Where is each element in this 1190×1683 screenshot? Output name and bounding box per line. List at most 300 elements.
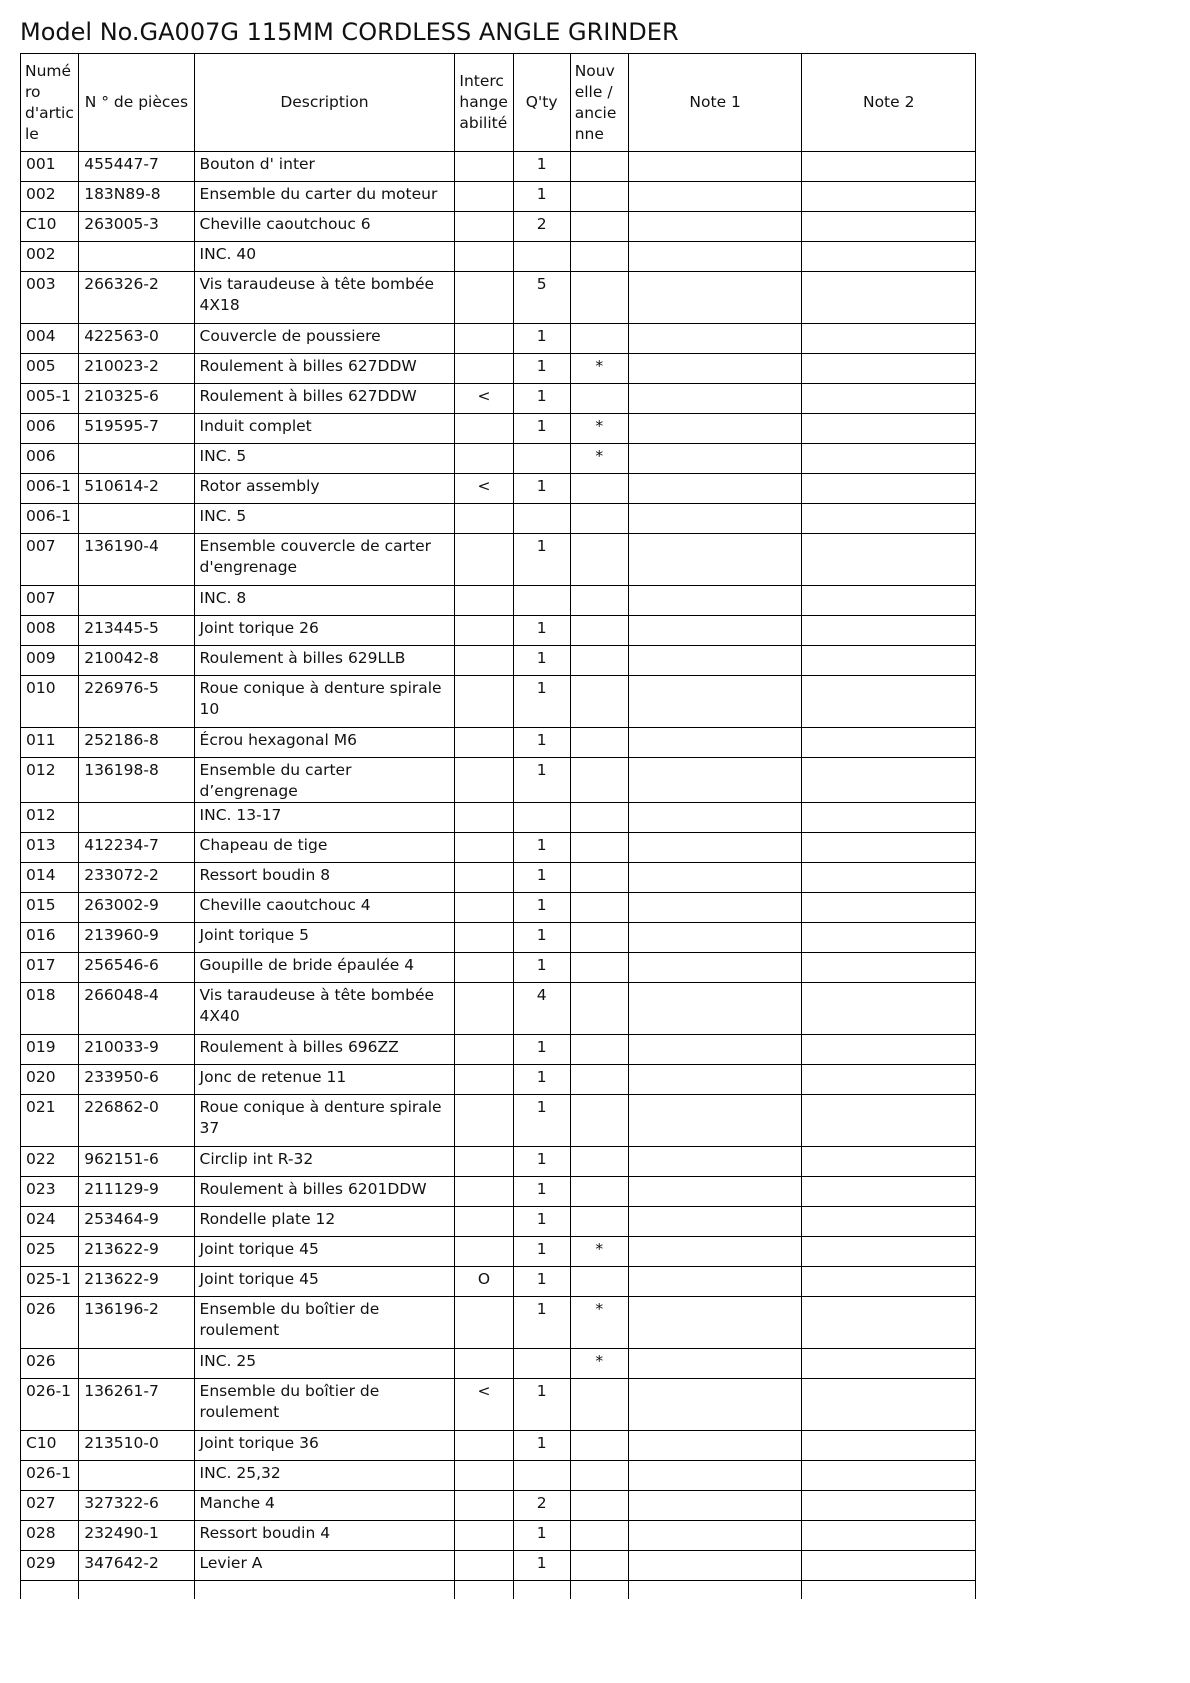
cell-description: Joint torique 36 <box>194 1431 455 1461</box>
table-row <box>21 1065 976 1095</box>
cell-new-old <box>570 833 628 863</box>
header-part-number: N ° de pièces <box>79 54 194 152</box>
cell-description: Roulement à billes 627DDW <box>194 384 455 414</box>
cell-description: Ensemble du boîtier de roulement <box>194 1379 455 1431</box>
cell-part-number: 213622-9 <box>79 1267 194 1297</box>
cell-quantity: 1 <box>513 1237 570 1267</box>
cell-new-old: * <box>570 1297 628 1349</box>
cell-item-number: 007 <box>21 586 79 616</box>
table-row <box>21 646 976 676</box>
cell-quantity: 5 <box>513 272 570 324</box>
table-row <box>21 676 976 728</box>
cell-note-2 <box>802 863 976 893</box>
cell-new-old <box>570 1207 628 1237</box>
cell-new-old: * <box>570 354 628 384</box>
cell-interchangeability <box>455 616 513 646</box>
cell-item-number: 025 <box>21 1237 79 1267</box>
cell-part-number: 233950-6 <box>79 1065 194 1095</box>
table-row <box>21 1237 976 1267</box>
cell-description: Chapeau de tige <box>194 833 455 863</box>
cell-interchangeability <box>455 414 513 444</box>
cell-item-number: 013 <box>21 833 79 863</box>
cell-item-number: 027 <box>21 1491 79 1521</box>
cell-note-2 <box>802 953 976 983</box>
cell-item-number: 022 <box>21 1147 79 1177</box>
cell-quantity: 1 <box>513 1521 570 1551</box>
cell-description: INC. 40 <box>194 242 455 272</box>
cell-note-1 <box>628 1297 802 1349</box>
cell-part-number: 211129-9 <box>79 1177 194 1207</box>
cell-item-number: 007 <box>21 534 79 586</box>
cell-description: Bouton d' inter <box>194 152 455 182</box>
cell-part-number: 519595-7 <box>79 414 194 444</box>
cell-note-1 <box>628 1461 802 1491</box>
cell-description: Joint torique 45 <box>194 1237 455 1267</box>
cell-note-2 <box>802 983 976 1035</box>
cell-item-number: 010 <box>21 676 79 728</box>
cell-note-1 <box>628 1147 802 1177</box>
empty-cell <box>513 1581 570 1600</box>
table-row <box>21 1491 976 1521</box>
cell-part-number: 210325-6 <box>79 384 194 414</box>
cell-interchangeability <box>455 1237 513 1267</box>
table-row <box>21 1147 976 1177</box>
cell-item-number: 029 <box>21 1551 79 1581</box>
cell-quantity: 1 <box>513 676 570 728</box>
cell-note-1 <box>628 474 802 504</box>
cell-interchangeability <box>455 1207 513 1237</box>
cell-quantity: 1 <box>513 534 570 586</box>
cell-new-old <box>570 1177 628 1207</box>
cell-part-number: 136190-4 <box>79 534 194 586</box>
cell-quantity <box>513 803 570 833</box>
cell-description: Ressort boudin 8 <box>194 863 455 893</box>
cell-new-old <box>570 212 628 242</box>
cell-interchangeability <box>455 728 513 758</box>
cell-note-1 <box>628 1177 802 1207</box>
table-row <box>21 616 976 646</box>
table-row <box>21 1207 976 1237</box>
cell-description: INC. 25,32 <box>194 1461 455 1491</box>
table-row <box>21 414 976 444</box>
header-row <box>21 54 976 152</box>
cell-note-2 <box>802 833 976 863</box>
table-row <box>21 474 976 504</box>
cell-description: Manche 4 <box>194 1491 455 1521</box>
cell-quantity: 1 <box>513 182 570 212</box>
cell-new-old <box>570 1431 628 1461</box>
cell-description: Vis taraudeuse à tête bombée 4X18 <box>194 272 455 324</box>
table-row <box>21 1177 976 1207</box>
cell-interchangeability <box>455 1147 513 1177</box>
cell-quantity: 2 <box>513 1491 570 1521</box>
cell-quantity: 1 <box>513 758 570 803</box>
cell-description: Roulement à billes 696ZZ <box>194 1035 455 1065</box>
table-row <box>21 182 976 212</box>
cell-note-2 <box>802 152 976 182</box>
table-row <box>21 1035 976 1065</box>
cell-interchangeability <box>455 504 513 534</box>
table-row-empty <box>21 1581 976 1600</box>
cell-note-2 <box>802 384 976 414</box>
cell-quantity <box>513 444 570 474</box>
cell-part-number: 213510-0 <box>79 1431 194 1461</box>
cell-interchangeability <box>455 324 513 354</box>
table-row <box>21 1551 976 1581</box>
cell-interchangeability: < <box>455 1379 513 1431</box>
cell-quantity <box>513 504 570 534</box>
cell-note-2 <box>802 1147 976 1177</box>
table-row <box>21 1461 976 1491</box>
cell-item-number: 005 <box>21 354 79 384</box>
cell-quantity: 4 <box>513 983 570 1035</box>
cell-interchangeability <box>455 646 513 676</box>
cell-description: Jonc de retenue 11 <box>194 1065 455 1095</box>
cell-interchangeability <box>455 1177 513 1207</box>
header-interchangeability: Interchangeabilité <box>455 54 513 152</box>
cell-item-number: 026-1 <box>21 1461 79 1491</box>
cell-part-number: 210042-8 <box>79 646 194 676</box>
cell-part-number: 210023-2 <box>79 354 194 384</box>
cell-note-1 <box>628 354 802 384</box>
cell-note-2 <box>802 758 976 803</box>
cell-note-1 <box>628 833 802 863</box>
cell-item-number: 021 <box>21 1095 79 1147</box>
cell-description: Joint torique 45 <box>194 1267 455 1297</box>
cell-description: Rotor assembly <box>194 474 455 504</box>
cell-new-old <box>570 474 628 504</box>
cell-new-old <box>570 324 628 354</box>
cell-quantity: 1 <box>513 1147 570 1177</box>
cell-item-number: 012 <box>21 758 79 803</box>
cell-part-number: 256546-6 <box>79 953 194 983</box>
cell-note-2 <box>802 728 976 758</box>
cell-interchangeability <box>455 1491 513 1521</box>
cell-interchangeability <box>455 1431 513 1461</box>
cell-new-old <box>570 586 628 616</box>
header-new-old: Nouvelle / ancienne <box>570 54 628 152</box>
cell-description: Écrou hexagonal M6 <box>194 728 455 758</box>
cell-part-number: 233072-2 <box>79 863 194 893</box>
cell-part-number: 183N89-8 <box>79 182 194 212</box>
cell-part-number <box>79 586 194 616</box>
cell-description: Levier A <box>194 1551 455 1581</box>
cell-quantity: 1 <box>513 354 570 384</box>
cell-new-old <box>570 923 628 953</box>
cell-interchangeability <box>455 1349 513 1379</box>
cell-note-1 <box>628 1521 802 1551</box>
cell-note-2 <box>802 182 976 212</box>
cell-note-1 <box>628 504 802 534</box>
table-row <box>21 923 976 953</box>
cell-note-2 <box>802 534 976 586</box>
cell-quantity: 1 <box>513 324 570 354</box>
cell-quantity: 1 <box>513 1177 570 1207</box>
cell-note-1 <box>628 586 802 616</box>
cell-item-number: 020 <box>21 1065 79 1095</box>
cell-interchangeability <box>455 758 513 803</box>
table-row <box>21 1379 976 1431</box>
cell-item-number: 012 <box>21 803 79 833</box>
cell-new-old: * <box>570 444 628 474</box>
cell-new-old <box>570 1065 628 1095</box>
cell-interchangeability <box>455 1461 513 1491</box>
cell-note-2 <box>802 1521 976 1551</box>
cell-description: Cheville caoutchouc 6 <box>194 212 455 242</box>
cell-note-1 <box>628 444 802 474</box>
cell-note-1 <box>628 1095 802 1147</box>
cell-note-1 <box>628 1551 802 1581</box>
cell-item-number: 028 <box>21 1521 79 1551</box>
cell-interchangeability: O <box>455 1267 513 1297</box>
header-note-1: Note 1 <box>628 54 802 152</box>
cell-item-number: 026 <box>21 1297 79 1349</box>
cell-part-number <box>79 803 194 833</box>
cell-note-2 <box>802 1431 976 1461</box>
cell-part-number: 210033-9 <box>79 1035 194 1065</box>
table-row <box>21 1521 976 1551</box>
cell-note-1 <box>628 1207 802 1237</box>
cell-note-2 <box>802 1095 976 1147</box>
parts-table-body <box>21 152 976 1600</box>
cell-part-number <box>79 1461 194 1491</box>
cell-note-1 <box>628 676 802 728</box>
cell-new-old <box>570 616 628 646</box>
cell-note-1 <box>628 1237 802 1267</box>
table-row <box>21 953 976 983</box>
cell-note-1 <box>628 616 802 646</box>
cell-interchangeability <box>455 212 513 242</box>
cell-part-number: 213960-9 <box>79 923 194 953</box>
table-row <box>21 893 976 923</box>
cell-interchangeability: < <box>455 384 513 414</box>
cell-note-2 <box>802 354 976 384</box>
cell-note-1 <box>628 953 802 983</box>
cell-quantity: 1 <box>513 474 570 504</box>
cell-note-2 <box>802 212 976 242</box>
cell-description: INC. 25 <box>194 1349 455 1379</box>
cell-quantity: 1 <box>513 414 570 444</box>
cell-item-number: 006-1 <box>21 474 79 504</box>
cell-description: Ressort boudin 4 <box>194 1521 455 1551</box>
empty-cell <box>570 1581 628 1600</box>
cell-description: Couvercle de poussiere <box>194 324 455 354</box>
cell-quantity: 1 <box>513 1551 570 1581</box>
cell-note-2 <box>802 474 976 504</box>
cell-new-old: * <box>570 1237 628 1267</box>
cell-part-number: 232490-1 <box>79 1521 194 1551</box>
cell-interchangeability <box>455 833 513 863</box>
empty-cell <box>79 1581 194 1600</box>
cell-new-old <box>570 504 628 534</box>
cell-quantity: 1 <box>513 1065 570 1095</box>
cell-description: Roulement à billes 629LLB <box>194 646 455 676</box>
cell-description: INC. 5 <box>194 444 455 474</box>
cell-part-number: 266326-2 <box>79 272 194 324</box>
cell-new-old <box>570 983 628 1035</box>
cell-item-number: 011 <box>21 728 79 758</box>
cell-note-1 <box>628 1349 802 1379</box>
cell-note-1 <box>628 324 802 354</box>
cell-description: INC. 13-17 <box>194 803 455 833</box>
cell-description: Goupille de bride épaulée 4 <box>194 953 455 983</box>
cell-note-1 <box>628 893 802 923</box>
table-row <box>21 728 976 758</box>
cell-part-number: 327322-6 <box>79 1491 194 1521</box>
cell-note-2 <box>802 1461 976 1491</box>
cell-item-number: 025-1 <box>21 1267 79 1297</box>
cell-part-number: 962151-6 <box>79 1147 194 1177</box>
cell-part-number: 213445-5 <box>79 616 194 646</box>
cell-quantity: 1 <box>513 833 570 863</box>
cell-new-old <box>570 1551 628 1581</box>
cell-part-number <box>79 1349 194 1379</box>
cell-quantity: 1 <box>513 1207 570 1237</box>
cell-quantity: 1 <box>513 616 570 646</box>
cell-description: Induit complet <box>194 414 455 444</box>
cell-note-1 <box>628 863 802 893</box>
cell-new-old <box>570 1491 628 1521</box>
table-row <box>21 983 976 1035</box>
cell-item-number: 015 <box>21 893 79 923</box>
header-item-number: Numéro d'article <box>21 54 79 152</box>
cell-item-number: 003 <box>21 272 79 324</box>
cell-note-2 <box>802 1035 976 1065</box>
cell-interchangeability <box>455 803 513 833</box>
cell-new-old <box>570 182 628 212</box>
cell-item-number: 026 <box>21 1349 79 1379</box>
cell-item-number: 018 <box>21 983 79 1035</box>
cell-quantity: 1 <box>513 728 570 758</box>
cell-new-old <box>570 1521 628 1551</box>
cell-new-old <box>570 893 628 923</box>
cell-quantity <box>513 242 570 272</box>
cell-note-2 <box>802 1177 976 1207</box>
cell-item-number: 024 <box>21 1207 79 1237</box>
cell-interchangeability <box>455 1065 513 1095</box>
cell-description: Roulement à billes 6201DDW <box>194 1177 455 1207</box>
cell-new-old <box>570 242 628 272</box>
cell-interchangeability <box>455 444 513 474</box>
cell-new-old <box>570 863 628 893</box>
cell-note-1 <box>628 1065 802 1095</box>
cell-note-1 <box>628 1491 802 1521</box>
header-note-2: Note 2 <box>802 54 976 152</box>
cell-note-1 <box>628 758 802 803</box>
cell-item-number: 006 <box>21 414 79 444</box>
cell-note-1 <box>628 152 802 182</box>
cell-note-2 <box>802 803 976 833</box>
cell-new-old <box>570 953 628 983</box>
cell-note-2 <box>802 414 976 444</box>
cell-item-number: 017 <box>21 953 79 983</box>
table-row <box>21 504 976 534</box>
cell-part-number <box>79 242 194 272</box>
header-quantity: Q'ty <box>513 54 570 152</box>
cell-interchangeability <box>455 863 513 893</box>
cell-note-1 <box>628 212 802 242</box>
cell-note-2 <box>802 1491 976 1521</box>
cell-item-number: 001 <box>21 152 79 182</box>
cell-new-old <box>570 728 628 758</box>
cell-note-2 <box>802 1349 976 1379</box>
table-row <box>21 272 976 324</box>
cell-new-old <box>570 272 628 324</box>
cell-item-number: 019 <box>21 1035 79 1065</box>
cell-new-old <box>570 758 628 803</box>
cell-item-number: 002 <box>21 182 79 212</box>
cell-note-1 <box>628 272 802 324</box>
cell-description: Ensemble du carter d’engrenage <box>194 758 455 803</box>
table-row <box>21 212 976 242</box>
cell-note-1 <box>628 534 802 586</box>
cell-interchangeability <box>455 953 513 983</box>
cell-description: Ensemble du boîtier de roulement <box>194 1297 455 1349</box>
cell-part-number: 226976-5 <box>79 676 194 728</box>
table-row <box>21 803 976 833</box>
cell-note-1 <box>628 1379 802 1431</box>
cell-quantity: 1 <box>513 923 570 953</box>
cell-item-number: 014 <box>21 863 79 893</box>
cell-part-number: 266048-4 <box>79 983 194 1035</box>
empty-cell <box>802 1581 976 1600</box>
cell-quantity: 1 <box>513 152 570 182</box>
cell-note-1 <box>628 1267 802 1297</box>
cell-note-2 <box>802 1551 976 1581</box>
cell-part-number: 136261-7 <box>79 1379 194 1431</box>
cell-interchangeability <box>455 893 513 923</box>
cell-description: Roulement à billes 627DDW <box>194 354 455 384</box>
cell-part-number: 347642-2 <box>79 1551 194 1581</box>
cell-item-number: 016 <box>21 923 79 953</box>
table-row <box>21 1431 976 1461</box>
empty-cell <box>194 1581 455 1600</box>
cell-item-number: C10 <box>21 1431 79 1461</box>
cell-item-number: 006-1 <box>21 504 79 534</box>
cell-note-2 <box>802 324 976 354</box>
cell-interchangeability <box>455 182 513 212</box>
cell-quantity: 1 <box>513 1095 570 1147</box>
cell-description: Circlip int R-32 <box>194 1147 455 1177</box>
cell-description: Ensemble couvercle de carter d'engrenage <box>194 534 455 586</box>
cell-interchangeability <box>455 1035 513 1065</box>
cell-note-1 <box>628 182 802 212</box>
cell-item-number: 008 <box>21 616 79 646</box>
cell-part-number: 136196-2 <box>79 1297 194 1349</box>
cell-note-2 <box>802 893 976 923</box>
cell-description: Ensemble du carter du moteur <box>194 182 455 212</box>
cell-new-old <box>570 1095 628 1147</box>
cell-interchangeability <box>455 586 513 616</box>
cell-interchangeability <box>455 1521 513 1551</box>
cell-item-number: 009 <box>21 646 79 676</box>
cell-new-old <box>570 803 628 833</box>
cell-quantity: 1 <box>513 1297 570 1349</box>
header-description: Description <box>194 54 455 152</box>
cell-description: Vis taraudeuse à tête bombée 4X40 <box>194 983 455 1035</box>
cell-part-number: 263002-9 <box>79 893 194 923</box>
cell-quantity <box>513 1349 570 1379</box>
cell-part-number: 455447-7 <box>79 152 194 182</box>
cell-item-number: 023 <box>21 1177 79 1207</box>
cell-part-number: 263005-3 <box>79 212 194 242</box>
cell-item-number: 005-1 <box>21 384 79 414</box>
cell-note-1 <box>628 646 802 676</box>
table-row <box>21 534 976 586</box>
cell-note-2 <box>802 272 976 324</box>
empty-cell <box>628 1581 802 1600</box>
cell-part-number <box>79 504 194 534</box>
